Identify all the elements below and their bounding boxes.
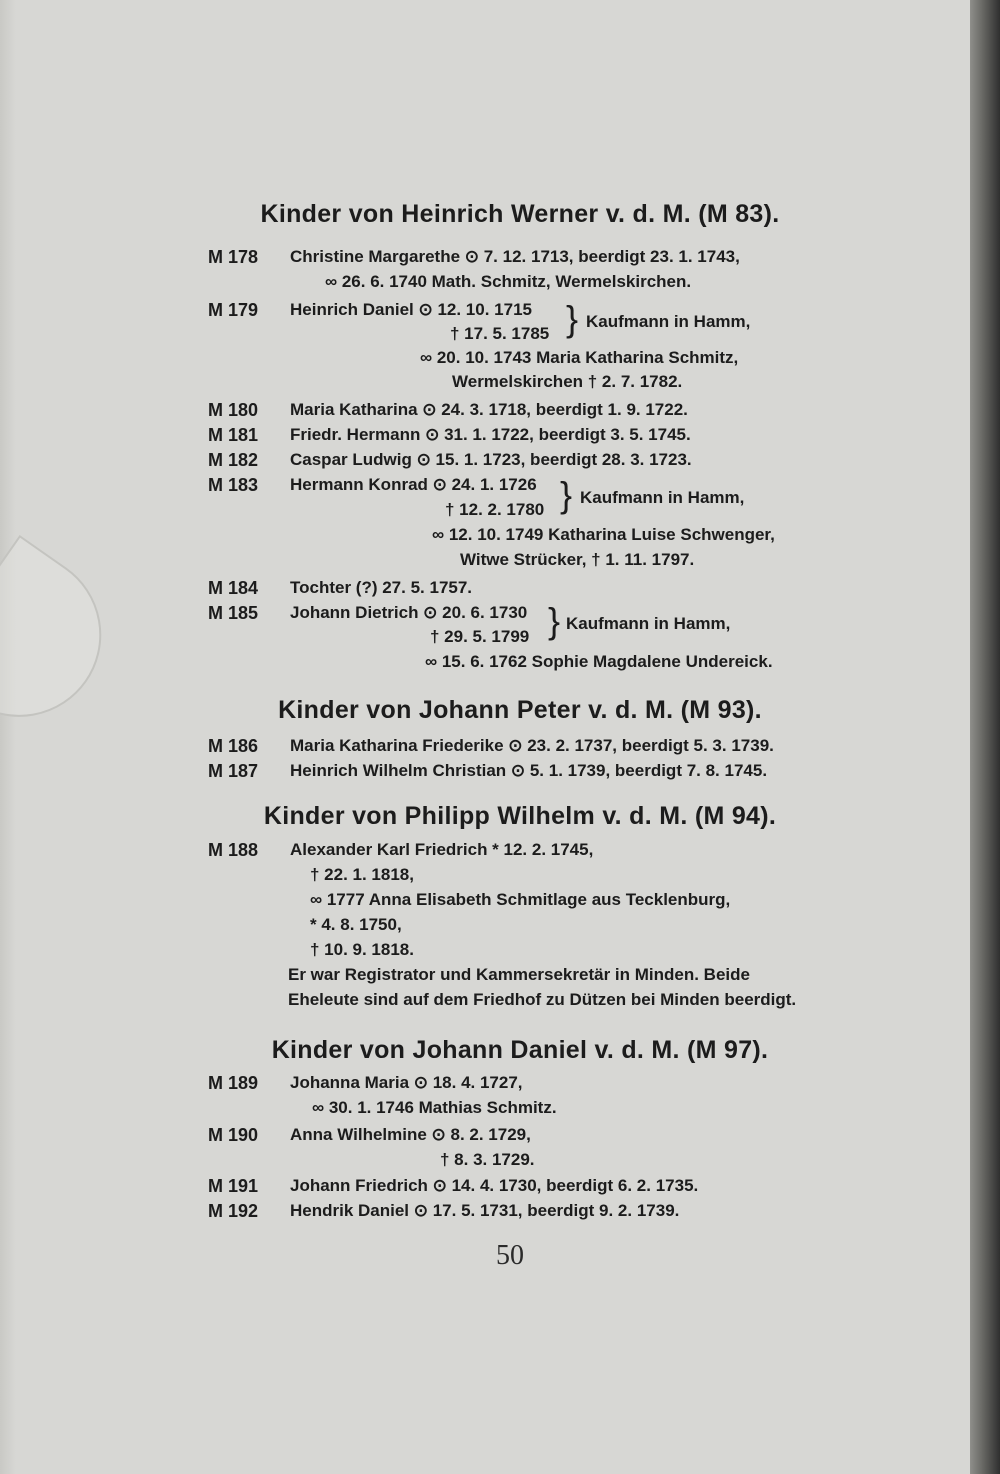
entry-line: ∞ 30. 1. 1746 Mathias Schmitz. <box>312 1098 557 1117</box>
section-heading: Kinder von Johann Peter v. d. M. (M 93). <box>278 696 762 724</box>
entry-id: M 183 <box>208 475 259 495</box>
entry-id: M 189 <box>208 1073 259 1093</box>
entry-id: M 180 <box>208 400 259 420</box>
entry-line: ∞ 15. 6. 1762 Sophie Magdalene Undereick. <box>425 652 773 671</box>
entry-line: † 22. 1. 1818, <box>310 865 414 884</box>
entry-line: ∞ 26. 6. 1740 Math. Schmitz, Wermelskirchen. <box>325 272 692 291</box>
entry-id: M 178 <box>208 247 259 267</box>
entry-id: M 179 <box>208 300 259 320</box>
entry-line: Heinrich Wilhelm Christian ⊙ 5. 1. 1739, beerdigt 7. 8. 1745. <box>290 761 768 780</box>
page-number: 50 <box>496 1240 524 1271</box>
entry-line: Kaufmann in Hamm, <box>586 312 751 331</box>
entry-id: M 184 <box>208 578 259 598</box>
book-spine <box>970 0 1000 1474</box>
entry-line: Caspar Ludwig ⊙ 15. 1. 1723, beerdigt 28. 3. 1723. <box>290 450 692 469</box>
entry-line: Hermann Konrad ⊙ 24. 1. 1726 <box>290 475 537 494</box>
entry-id: M 191 <box>208 1176 259 1196</box>
entry-line: Heinrich Daniel ⊙ 12. 10. 1715 <box>290 300 532 319</box>
section-heading: Kinder von Heinrich Werner v. d. M. (M 83). <box>260 200 780 228</box>
brace: } <box>548 600 561 641</box>
entry-line: Tochter (?) 27. 5. 1757. <box>290 578 473 597</box>
entry-id: M 188 <box>208 840 259 860</box>
entry-id: M 190 <box>208 1125 259 1145</box>
entry-line: Christine Margarethe ⊙ 7. 12. 1713, beerdigt 23. 1. 1743, <box>290 247 740 266</box>
entry-line: † 12. 2. 1780 <box>445 500 545 519</box>
entry-id: M 186 <box>208 736 259 756</box>
entry-line: Wermelskirchen † 2. 7. 1782. <box>452 372 683 391</box>
section-heading: Kinder von Johann Daniel v. d. M. (M 97). <box>271 1036 769 1064</box>
entry-id: M 185 <box>208 603 259 623</box>
entry-line: Kaufmann in Hamm, <box>580 488 745 507</box>
entry-line: Eheleute sind auf dem Friedhof zu Dützen bei Minden beerdigt. <box>288 990 797 1009</box>
entry-line: Johann Friedrich ⊙ 14. 4. 1730, beerdigt 6. 2. 1735. <box>290 1176 699 1195</box>
entry-line: Alexander Karl Friedrich * 12. 2. 1745, <box>290 840 594 859</box>
entry-line: Anna Wilhelmine ⊙ 8. 2. 1729, <box>290 1125 531 1144</box>
entry-line: Hendrik Daniel ⊙ 17. 5. 1731, beerdigt 9. 2. 1739. <box>290 1201 680 1220</box>
entry-id: M 187 <box>208 761 259 781</box>
entry-line: † 8. 3. 1729. <box>440 1150 535 1169</box>
entry-line: * 4. 8. 1750, <box>310 915 402 934</box>
entry-line: Johanna Maria ⊙ 18. 4. 1727, <box>290 1073 523 1092</box>
entry-line: † 17. 5. 1785 <box>450 324 550 343</box>
entry-line: † 29. 5. 1799 <box>430 627 530 646</box>
brace: } <box>560 474 573 515</box>
entry-line: Er war Registrator und Kammersekretär in Minden. Beide <box>288 965 750 984</box>
entry-id: M 182 <box>208 450 259 470</box>
entry-line: † 10. 9. 1818. <box>310 940 414 959</box>
entry-line: ∞ 12. 10. 1749 Katharina Luise Schwenger, <box>432 525 775 544</box>
entry-line: Witwe Strücker, † 1. 11. 1797. <box>460 550 695 569</box>
entry-line: Friedr. Hermann ⊙ 31. 1. 1722, beerdigt 3. 5. 1745. <box>290 425 691 444</box>
entry-line: Maria Katharina Friederike ⊙ 23. 2. 1737, beerdigt 5. 3. 1739. <box>290 736 774 755</box>
entry-line: Kaufmann in Hamm, <box>566 614 731 633</box>
entry-line: Johann Dietrich ⊙ 20. 6. 1730 <box>290 603 528 622</box>
section-heading: Kinder von Philipp Wilhelm v. d. M. (M 94). <box>263 802 777 830</box>
brace: } <box>566 298 579 339</box>
entry-line: Maria Katharina ⊙ 24. 3. 1718, beerdigt 1. 9. 1722. <box>290 400 688 419</box>
entry-id: M 181 <box>208 425 259 445</box>
entry-line: ∞ 20. 10. 1743 Maria Katharina Schmitz, <box>420 348 739 367</box>
entry-id: M 192 <box>208 1201 259 1221</box>
entry-line: ∞ 1777 Anna Elisabeth Schmitlage aus Tecklenburg, <box>310 890 731 909</box>
